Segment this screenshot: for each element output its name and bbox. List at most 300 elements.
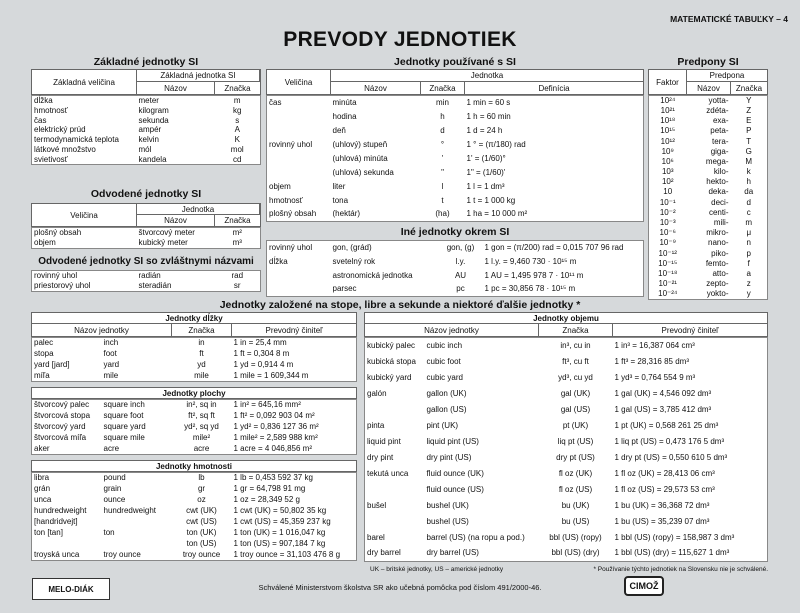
table-row (32, 528, 357, 539)
other-body (267, 241, 644, 297)
table-cell: 10¹⁵ (660, 126, 676, 136)
table-cell: termodynamická teplota (34, 135, 119, 144)
table-cell: 1 yd³ = 0,764 554 9 m³ (614, 372, 696, 382)
derived-body (32, 228, 261, 249)
table-cell: z (746, 279, 751, 289)
table-cell: mól (138, 144, 152, 154)
table-cell: bu (UK) (561, 500, 590, 510)
table-cell: radián (138, 271, 161, 280)
table-cell: E (746, 116, 752, 126)
table-cell: 1 d = 24 h (466, 125, 503, 135)
table-cell: 1 ha = 10 000 m² (466, 209, 528, 219)
table-cell: gon, (grád) (332, 242, 372, 252)
table-row (32, 473, 357, 484)
table-cell: m (233, 96, 241, 105)
table-cell: 1 oz = 28,349 52 g (233, 495, 300, 505)
used-header (266, 69, 644, 95)
si-base-section (31, 56, 261, 191)
table-cell: 10² (661, 177, 674, 187)
derived-table (31, 227, 261, 249)
table-row (365, 386, 768, 402)
si-base-header (31, 69, 261, 95)
table-cell: troy ounce (103, 549, 141, 559)
table-cell: liter (332, 181, 346, 191)
col-symbol: Značka (172, 324, 232, 336)
table-cell: bushel (UK) (426, 500, 469, 510)
table-cell: 1 cwt (UK) = 50,802 35 kg (233, 506, 327, 516)
length-title: Jednotky dĺžky (31, 312, 357, 324)
table-row (32, 281, 261, 291)
table-row (649, 136, 768, 146)
table-cell (365, 514, 425, 530)
table-cell: hodina (332, 111, 357, 121)
table-cell: kubický yard (367, 372, 412, 382)
table-cell: k (746, 167, 751, 177)
derived-header (31, 203, 261, 227)
table-cell: 10⁻²⁴ (658, 289, 678, 299)
table-cell: G (745, 146, 752, 156)
table-cell: 10¹² (660, 136, 675, 146)
table-cell: gr (197, 484, 206, 494)
table-cell: steradián (138, 280, 172, 290)
col-group: Jednotka (137, 204, 260, 215)
table-cell: kelvin (138, 135, 159, 144)
prefix-table (648, 95, 768, 300)
table-cell: 1 t = 1 000 kg (466, 195, 516, 205)
table-cell: 10⁻¹⁸ (658, 268, 678, 278)
table-row (32, 433, 357, 444)
table-cell: rad (231, 271, 244, 280)
col-name: Názov (687, 82, 731, 94)
table-cell: 1 gal (UK) = 4,546 092 dm³ (614, 388, 712, 398)
prefix-body (649, 96, 768, 300)
table-cell: 10³ (661, 167, 674, 177)
table-cell: giga- (710, 146, 729, 156)
table-row (649, 106, 768, 116)
prefix-section (648, 56, 768, 310)
table-row (649, 259, 768, 269)
table-cell: ton [tan] (34, 528, 63, 538)
table-cell: (uhlový) stupeň (332, 139, 388, 149)
table-cell: aker (34, 443, 50, 453)
table-cell: 1 gon = (π/200) rad = 0,015 707 96 rad (484, 242, 624, 252)
table-cell: kilogram (138, 105, 169, 115)
table-row (32, 228, 261, 238)
table-cell: 1 fl oz (US) = 29,573 53 cm³ (614, 484, 715, 494)
table-cell: 1 ° = (π/180) rad (466, 139, 526, 149)
table-cell: hundredweight (103, 506, 156, 516)
table-cell: square mile (103, 433, 145, 443)
table-cell: troyská unca (34, 549, 80, 559)
table-row (32, 238, 261, 248)
table-row (365, 546, 768, 562)
table-row (32, 125, 261, 135)
table-cell: tekutá unca (367, 468, 409, 478)
table-cell: y (746, 289, 751, 299)
table-cell: libra (34, 473, 50, 483)
table-cell: hmotnosť (269, 195, 303, 205)
table-cell: zepto- (706, 279, 729, 289)
table-row (267, 110, 644, 124)
table-cell: yard (103, 360, 120, 370)
col-symbol: Značka (224, 216, 251, 225)
table-cell: štvorcový palec (34, 400, 90, 410)
used-title: Jednotky používané s SI (394, 56, 516, 68)
table-cell (365, 482, 425, 498)
table-cell: dry barrel (US) (426, 548, 479, 558)
table-cell: yotta- (708, 96, 729, 105)
table-cell: 10⁻¹⁵ (658, 258, 678, 268)
table-cell: dĺžka (34, 96, 53, 105)
table-cell: kubická stopa (367, 356, 416, 366)
table-row (32, 271, 261, 281)
table-row (32, 484, 357, 495)
table-cell: pound (103, 473, 126, 483)
table-cell: m (745, 218, 753, 228)
table-row (32, 371, 357, 382)
table-cell: 10⁶ (661, 156, 674, 166)
table-cell: s (235, 115, 240, 125)
table-cell: grain (103, 484, 122, 494)
table-cell: 1 bu (US) = 35,239 07 dm³ (614, 516, 710, 526)
col-quantity: Veličina (267, 70, 331, 94)
table-cell: h (440, 111, 445, 121)
table-row (267, 180, 644, 194)
approval-note: * Používanie týchto jednotiek na Slovensku nie je schválené. (593, 566, 768, 573)
table-row (32, 96, 261, 106)
table-cell: štvorcová stopa (34, 411, 91, 421)
table-cell: centi- (708, 207, 729, 217)
table-cell: liquid pint (367, 436, 401, 446)
table-row (267, 241, 644, 255)
table-cell: 10⁻¹² (658, 248, 677, 258)
table-cell: 1 h = 60 min (466, 111, 511, 121)
table-cell: " (441, 167, 444, 177)
table-row (365, 354, 768, 370)
used-body (267, 96, 644, 222)
table-cell: da (744, 187, 754, 197)
table-cell: in³, cu in (560, 340, 591, 350)
other-title: Iné jednotky okrem SI (400, 226, 510, 238)
table-cell: fluid ounce (UK) (426, 468, 484, 478)
table-row (365, 338, 768, 354)
table-cell: M (745, 156, 753, 166)
table-cell (267, 166, 331, 180)
table-cell: AU (454, 270, 467, 280)
col-symbol: Značka (735, 83, 763, 93)
table-cell: dry pint (US) (426, 452, 472, 462)
table-cell: l (441, 181, 444, 191)
table-cell: 1" = (1/60)' (466, 167, 506, 177)
subject-label: MATEMATICKÉ TABUĽKY – 4 (670, 14, 788, 24)
table-cell: galón (367, 388, 387, 398)
table-cell: nano- (708, 238, 729, 248)
table-cell: h (746, 177, 751, 187)
table-row (32, 444, 357, 455)
table-row (649, 116, 768, 126)
table-cell: bu (US) (561, 516, 590, 526)
table-cell: 1 troy ounce = 31,103 476 8 g (233, 549, 341, 559)
special-title: Odvodené jednotky SI so zvláštnymi názvami (38, 256, 254, 267)
prefix-title: Predpony SI (677, 56, 739, 68)
approval-footer: Schválené Ministerstvom školstva SR ako učebná pomôcka pod číslom 491/2000-46. (258, 583, 542, 592)
table-cell: gon, (g) (446, 242, 475, 252)
table-row (649, 126, 768, 136)
table-cell (267, 269, 331, 283)
table-cell: dry barrel (367, 548, 401, 558)
si-base-title: Základné jednotky SI (93, 56, 199, 68)
table-row (32, 135, 261, 145)
table-cell: gallon (UK) (426, 388, 467, 398)
table-cell: square foot (103, 411, 144, 421)
other-section (266, 226, 644, 300)
table-cell: foot (103, 349, 117, 359)
col-factor: Prevodný činiteľ (265, 325, 323, 335)
col-name: Názov (137, 215, 215, 226)
volume-section (364, 312, 768, 565)
cimoz-logo (624, 576, 664, 596)
table-row (267, 255, 644, 269)
table-cell: troy ounce (182, 549, 221, 559)
table-cell: yd (197, 360, 206, 370)
table-cell: dry pt (US) (556, 452, 595, 462)
col-group: Základná jednotka SI (137, 70, 260, 82)
table-row (32, 116, 261, 126)
table-cell: min (436, 97, 449, 107)
table-row (267, 208, 644, 222)
table-cell: cwt (UK) (186, 506, 217, 516)
table-cell: oz (197, 495, 206, 505)
mass-body (32, 473, 357, 561)
table-cell: kg (233, 105, 242, 115)
table-cell: pinta (367, 420, 385, 430)
table-cell: 1 ft = 0,304 8 m (233, 349, 290, 359)
table-cell: f (747, 258, 750, 268)
table-cell: elektrický prúd (34, 125, 86, 135)
table-cell (267, 152, 331, 166)
table-cell: [handridvejt] (34, 517, 78, 527)
table-row (32, 155, 261, 165)
table-cell (32, 539, 102, 550)
table-row (32, 495, 357, 506)
table-cell: cwt (US) (186, 517, 217, 527)
table-cell: yokto- (706, 289, 729, 299)
table-row (267, 269, 644, 283)
table-cell: (hektár) (332, 209, 361, 219)
table-cell: deka- (708, 187, 729, 197)
special-table (31, 270, 261, 292)
si-base-table (31, 95, 261, 165)
table-cell: 1 in = 25,4 mm (233, 338, 287, 348)
table-cell: t (441, 195, 444, 205)
table-cell (267, 283, 331, 297)
table-cell: fl oz (UK) (558, 468, 593, 478)
table-cell: 10⁻²¹ (658, 279, 677, 289)
table-cell: inch (103, 338, 119, 348)
table-row (32, 550, 357, 561)
table-cell: 1 bu (UK) = 36,368 72 dm³ (614, 500, 710, 510)
table-row (649, 147, 768, 157)
table-cell: parsec (332, 284, 357, 294)
table-cell: 1 cwt (US) = 45,359 237 kg (233, 517, 331, 527)
table-row (32, 145, 261, 155)
table-cell: Z (746, 105, 752, 115)
table-cell (267, 124, 331, 138)
table-row (649, 279, 768, 289)
table-cell: 1 yd = 0,914 4 m (233, 360, 294, 370)
table-row (32, 422, 357, 433)
table-cell: tona (332, 195, 349, 205)
length-body (32, 338, 357, 382)
table-row (649, 228, 768, 238)
table-cell: 10²⁴ (660, 96, 676, 105)
table-cell: m² (232, 228, 242, 237)
col-name: Názov (137, 82, 215, 94)
table-cell: lb (198, 473, 205, 483)
table-row (32, 360, 357, 371)
table-cell: kandela (138, 154, 167, 164)
table-cell: 1 l = 1 dm³ (466, 181, 505, 191)
table-cell: ounce (103, 495, 126, 505)
col-symbol: Značka (421, 82, 465, 94)
table-cell: látkové množstvo (34, 144, 96, 154)
col-symbol: Značka (224, 83, 251, 93)
table-cell: 1 bbl (US) (dry) = 115,627 1 dm³ (614, 548, 730, 558)
table-cell: unca (34, 495, 52, 505)
table-row (649, 218, 768, 228)
table-cell: objem (34, 237, 56, 247)
area-body (32, 400, 357, 455)
table-cell: ' (441, 153, 444, 163)
table-cell: K (234, 135, 240, 144)
table-cell: 1 ft² = 0,092 903 04 m² (233, 411, 315, 421)
table-cell: μ (746, 228, 752, 238)
table-row (649, 167, 768, 177)
table-cell: hmotnosť (34, 105, 68, 115)
col-name: Názov (331, 82, 421, 94)
table-cell: 10⁻² (659, 207, 676, 217)
table-cell: kubický meter (138, 237, 188, 247)
table-cell: acre (193, 443, 210, 453)
table-row (32, 338, 357, 349)
length-table (31, 337, 357, 382)
col-factor: Prevodný činiteľ (661, 325, 719, 335)
col-quantity: Veličina (32, 204, 137, 226)
derived-section (31, 188, 261, 256)
table-cell: liquid pint (US) (426, 436, 479, 446)
table-cell: minúta (332, 97, 357, 107)
table-cell: yard [jard] (34, 360, 70, 370)
volume-table (364, 337, 768, 562)
table-row (365, 466, 768, 482)
table-cell: dĺžka (269, 256, 288, 266)
table-cell: exa- (712, 116, 729, 126)
volume-header (364, 324, 768, 337)
table-cell: 1 acre = 4 046,856 m² (233, 443, 312, 453)
table-cell: square inch (103, 400, 145, 410)
table-row (32, 411, 357, 422)
table-cell: peta- (710, 126, 729, 136)
other-table (266, 240, 644, 297)
used-section (266, 56, 644, 226)
table-cell: pt (UK) (562, 420, 589, 430)
table-row (365, 482, 768, 498)
table-cell: 1 mile² = 2,589 988 km² (233, 433, 318, 443)
table-cell: plošný obsah (269, 209, 317, 219)
table-cell: 10⁻⁹ (659, 238, 677, 248)
table-cell: T (746, 136, 752, 146)
table-cell: míľa (34, 370, 50, 380)
table-cell: 1 lb = 0,453 592 37 kg (233, 473, 313, 483)
table-cell: mili- (713, 218, 729, 228)
table-row (267, 283, 644, 297)
publisher-logo-text: MELO-DIÁK (48, 584, 94, 594)
table-cell: p (746, 248, 751, 258)
table-row (267, 124, 644, 138)
table-cell: 1 pc = 30,856 78 · 10¹⁵ m (484, 284, 576, 294)
table-cell: 10⁻³ (659, 218, 676, 228)
volume-body (365, 338, 768, 562)
table-cell: A (234, 125, 240, 135)
table-cell: c (746, 207, 751, 217)
table-cell: in (198, 338, 205, 348)
table-cell: ton (103, 528, 115, 538)
table-cell: (uhlová) sekunda (332, 167, 394, 177)
table-cell: meter (138, 96, 159, 105)
mass-section (31, 460, 357, 564)
table-row (649, 96, 768, 106)
table-cell: 1 bbl (US) (ropy) = 158,987 3 dm³ (614, 532, 735, 542)
table-cell: hekto- (706, 177, 729, 187)
special-body (32, 271, 261, 292)
table-cell: 10 (663, 187, 673, 197)
table-cell: rovinný uhol (269, 139, 313, 149)
table-row (649, 248, 768, 258)
table-cell: astronomická jednotka (332, 270, 413, 280)
volume-title: Jednotky objemu (364, 312, 768, 324)
table-row (267, 152, 644, 166)
col-symbol: Značka (539, 324, 613, 336)
table-cell: ton (US) (186, 539, 217, 549)
table-cell: ton (UK) (186, 528, 217, 538)
table-cell: 1 AU = 1,495 978 7 · 10¹¹ m (484, 270, 584, 280)
table-cell: Y (746, 96, 752, 105)
table-cell: 1 dry pt (US) = 0,550 610 5 dm³ (614, 452, 728, 462)
table-cell: 1 pt (UK) = 0,568 261 25 dm³ (614, 420, 719, 430)
area-title: Jednotky plochy (31, 387, 357, 399)
table-cell: P (746, 126, 752, 136)
table-row (32, 106, 261, 116)
table-cell: cd (233, 154, 242, 164)
table-cell: dry pint (367, 452, 394, 462)
table-row (649, 177, 768, 187)
table-cell: stopa (34, 349, 54, 359)
table-cell: mol (230, 144, 244, 154)
table-cell: (uhlová) minúta (332, 153, 388, 163)
table-row (649, 187, 768, 197)
table-cell: mile² (192, 433, 211, 443)
table-row (365, 450, 768, 466)
units-note: UK – britské jednotky, US – americké jednotky (370, 566, 504, 573)
col-name: Názov jednotky (365, 324, 539, 336)
table-cell: čas (269, 97, 282, 107)
table-cell: štvorcový meter (138, 228, 195, 237)
table-row (365, 434, 768, 450)
table-cell: mega- (705, 156, 729, 166)
table-cell: deň (332, 125, 346, 135)
table-cell: mile (194, 370, 209, 380)
table-row (32, 349, 357, 360)
